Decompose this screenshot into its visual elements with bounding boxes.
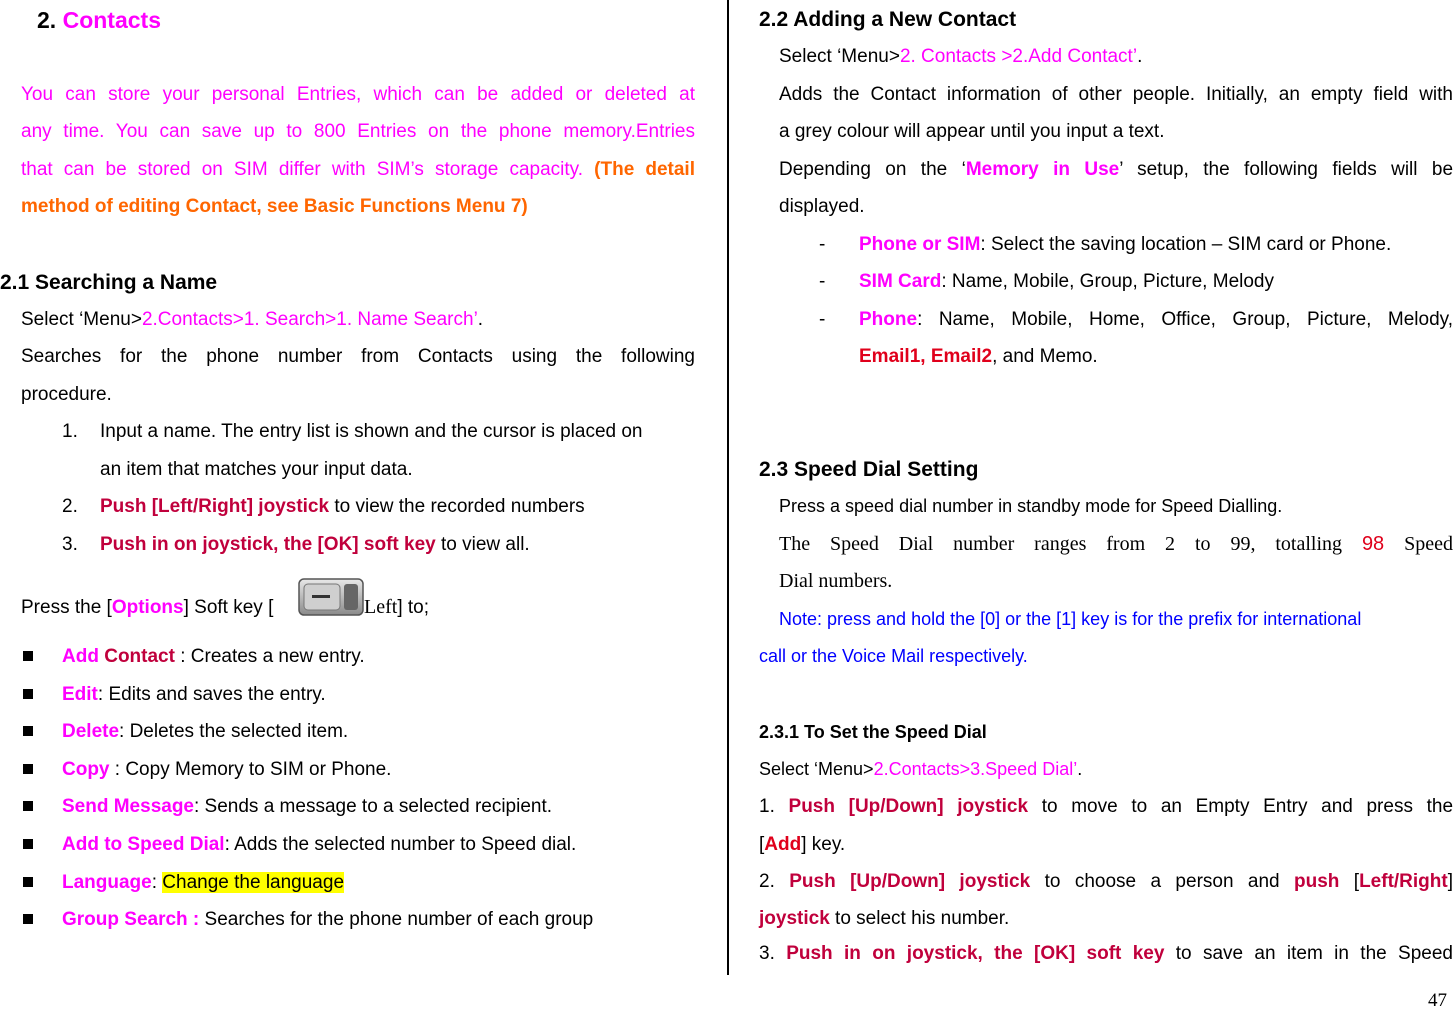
step-1-line-1: Input a name. The entry list is shown and the cursor is placed on [100,421,643,442]
step-push-2: 2. Push [Up/Down] joystick to choose a person and push [Left/Right] [759,871,1453,892]
select-menu-search: Select ‘Menu>2.Contacts>1. Search>1. Name Search’. [21,309,484,330]
depending-line-2: displayed. [779,196,865,217]
select-menu-speed: Select ‘Menu>2.Contacts>3.Speed Dial’. [759,759,1083,779]
bullet-icon [23,914,33,924]
bullet-icon [23,726,33,736]
step-1-line-2: an item that matches your input data. [100,459,413,480]
dash-3: - [819,309,826,330]
field-phone-or-sim: Phone or SIM: Select the saving location – SIM card or Phone. [859,234,1392,255]
bullet-icon [23,651,33,661]
section-heading: 2. Contacts [37,7,161,33]
heading-2-3: 2.3 Speed Dial Setting [759,458,979,481]
step-push-1: 1. Push [Up/Down] joystick to move to an Empty Entry and press the [759,796,1454,817]
step-push-1-line-2: [Add] key. [759,834,846,855]
bullet-icon [23,689,33,699]
depending-line: Depending on the ‘Memory in Use’ setup, the following fields will be [779,159,1454,180]
field-phone-line-2: Email1, Email2, and Memo. [859,346,1098,367]
bullet-icon [23,764,33,774]
option-delete: Delete: Deletes the selected item. [62,721,349,742]
note-line-2: call or the Voice Mail respectively. [759,646,1028,666]
step-2-num: 2. [62,496,78,517]
option-group-search: Group Search : Searches for the phone number of each group [62,909,594,930]
adds-line-2: a grey colour will appear until you input a text. [779,121,1165,142]
intro-line-2: any time. You can save up to 800 Entries on the phone memory.Entries [21,121,695,142]
option-edit: Edit: Edits and saves the entry. [62,684,326,705]
step-1-num: 1. [62,421,78,442]
step-push-3: 3. Push in on joystick, the [OK] soft key to save an item in the Speed [759,943,1453,964]
adds-line-1: Adds the Contact information of other people. Initially, an empty field with [779,84,1453,105]
field-sim-card: SIM Card: Name, Mobile, Group, Picture, Melody [859,271,1274,292]
note-line-1: Note: press and hold the [0] or the [1] key is for the prefix for international [779,609,1362,629]
search-desc-2: procedure. [21,384,112,405]
option-language: Language: Change the language [62,872,345,893]
heading-2-1: 2.1 Searching a Name [0,271,218,294]
step-3: Push in on joystick, the [OK] soft key to view all. [100,534,530,555]
step-3-num: 3. [62,534,78,555]
step-push-2-line-2: joystick to select his number. [759,908,1010,929]
option-send-message: Send Message: Sends a message to a selected recipient. [62,796,553,817]
left-soft-key-icon [298,578,364,616]
intro-line-3: that can be stored on SIM differ with SIM’s storage capacity. (The detail [21,159,695,180]
page-number: 47 [1428,990,1447,1011]
option-copy: Copy : Copy Memory to SIM or Phone. [62,759,392,780]
bullet-icon [23,839,33,849]
press-left-label: Left] to; [364,596,429,618]
range-line-1: The Speed Dial number ranges from 2 to 99, totalling 98 Speed [779,533,1453,555]
intro-line-4: method of editing Contact, see Basic Functions Menu 7) [21,196,528,217]
heading-2-2: 2.2 Adding a New Contact [759,8,1017,31]
bullet-icon [23,801,33,811]
intro-line-1: You can store your personal Entries, which can be added or deleted at [21,84,695,105]
field-phone: Phone: Name, Mobile, Home, Office, Group, Picture, Melody, [859,309,1453,330]
select-menu-add: Select ‘Menu>2. Contacts >2.Add Contact’. [779,46,1143,67]
press-options-line: Press the [Options] Soft key [ [21,597,274,618]
bullet-icon [23,877,33,887]
press-speed-dial: Press a speed dial number in standby mode for Speed Dialling. [779,496,1283,516]
dash-2: - [819,271,826,292]
dash-1: - [819,234,826,255]
heading-2-3-1: 2.3.1 To Set the Speed Dial [759,722,987,742]
column-divider [727,0,729,975]
option-add-speed-dial: Add to Speed Dial: Adds the selected number to Speed dial. [62,834,577,855]
search-desc-1: Searches for the phone number from Contacts using the following [21,346,695,367]
step-2: Push [Left/Right] joystick to view the recorded numbers [100,496,585,517]
option-add-contact: Add Contact : Creates a new entry. [62,646,365,667]
range-line-2: Dial numbers. [779,570,893,592]
